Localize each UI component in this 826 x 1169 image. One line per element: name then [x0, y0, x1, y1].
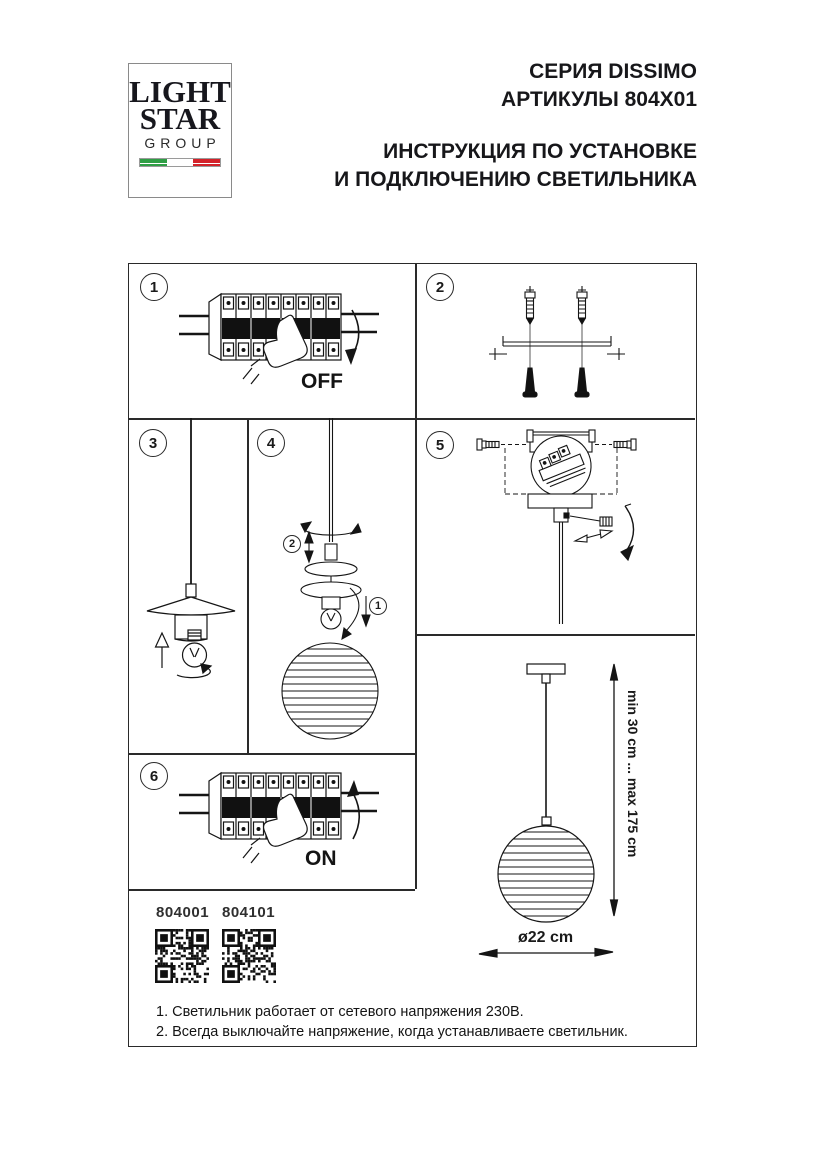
slide-arrow-icon: [575, 530, 612, 542]
arrow-down-icon: [362, 596, 370, 626]
glass-globe-icon: [498, 826, 594, 922]
double-arrow-icon: [305, 532, 313, 562]
arrow-down-icon: [345, 310, 359, 365]
height-range-label: min 30 cm ... max 175 cm: [625, 690, 641, 858]
on-label: ON: [305, 847, 337, 870]
header-series-block: [501, 58, 697, 114]
step-5-number: 5: [426, 431, 454, 459]
articles-panel: [129, 889, 415, 999]
rotate-arrow-icon: [301, 522, 361, 535]
screw-icon: [577, 286, 587, 324]
breaker-panel: [179, 294, 379, 384]
articles-title: АРТИКУЛЫ 804X01: [501, 88, 697, 111]
bulb-icon: [321, 609, 341, 629]
step-3-panel: [129, 418, 247, 753]
article-code-804101: 804101: [222, 904, 276, 921]
pendant-assembly-illustration: [247, 418, 415, 753]
breaker-on-illustration: [129, 753, 415, 889]
flag-divider: [140, 163, 220, 164]
step-6-number: 6: [140, 762, 168, 790]
dimension-drawing: [415, 634, 698, 974]
steps-grid: [128, 263, 697, 1047]
series-title: СЕРИЯ DISSIMO: [529, 60, 697, 83]
step-1-number: 1: [140, 273, 168, 301]
diameter-label: ø22 cm: [518, 929, 574, 946]
screw-icon: [477, 439, 527, 450]
instruction-title-line1: ИНСТРУКЦИЯ ПО УСТАНОВКЕ: [383, 140, 697, 163]
diameter-dimension-line: [479, 949, 613, 958]
rotate-arrow-icon: [621, 504, 634, 560]
instruction-title-line2: И ПОДКЛЮЧЕНИЮ СВЕТИЛЬНИКА: [334, 168, 697, 191]
italian-flag-icon: [139, 158, 221, 167]
qr-code-804101: [222, 929, 276, 983]
breaker-panel: [179, 773, 379, 863]
screw-icon: [525, 286, 535, 324]
mounting-bracket-illustration: [415, 264, 698, 418]
step-5-panel: [415, 418, 698, 634]
step-4-panel: [247, 418, 415, 753]
brand-word-star: STAR: [139, 101, 221, 136]
glass-globe-icon: [282, 643, 378, 739]
step-2-panel: [415, 264, 698, 418]
grub-screw-icon: [570, 516, 612, 526]
breaker-off-illustration: [129, 264, 415, 418]
callout-1: 1: [369, 597, 387, 615]
article-code-804001: 804001: [156, 904, 210, 921]
arrow-up-icon: [347, 780, 359, 839]
note-2: 2. Всегда выключайте напряжение, когда устанавливаете светильник.: [156, 1024, 628, 1040]
screw-icon: [595, 439, 636, 450]
header-instruction-block: [334, 138, 697, 194]
ceiling-mount-illustration: [415, 418, 698, 634]
height-dimension-line: [611, 664, 618, 916]
bulb-insert-illustration: [129, 418, 247, 753]
off-label: OFF: [301, 370, 343, 393]
brand-word-light: LIGHT: [129, 74, 231, 109]
bracket-icon: [489, 336, 625, 360]
callout-2: 2: [283, 535, 301, 553]
qr-code-804001: [155, 929, 209, 983]
dimension-panel: [415, 634, 698, 974]
step-1-panel: [129, 264, 415, 418]
note-1: 1. Светильник работает от сетевого напряжения 230В.: [156, 1004, 524, 1020]
brand-logo: [128, 63, 232, 198]
anchor-icon: [523, 368, 537, 397]
arrow-up-icon: [156, 633, 169, 668]
anchor-icon: [575, 368, 589, 397]
step-6-panel: [129, 753, 415, 889]
step-3-number: 3: [139, 429, 167, 457]
step-4-number: 4: [257, 429, 285, 457]
step-2-number: 2: [426, 273, 454, 301]
brand-word-group: GROUP: [144, 135, 221, 151]
